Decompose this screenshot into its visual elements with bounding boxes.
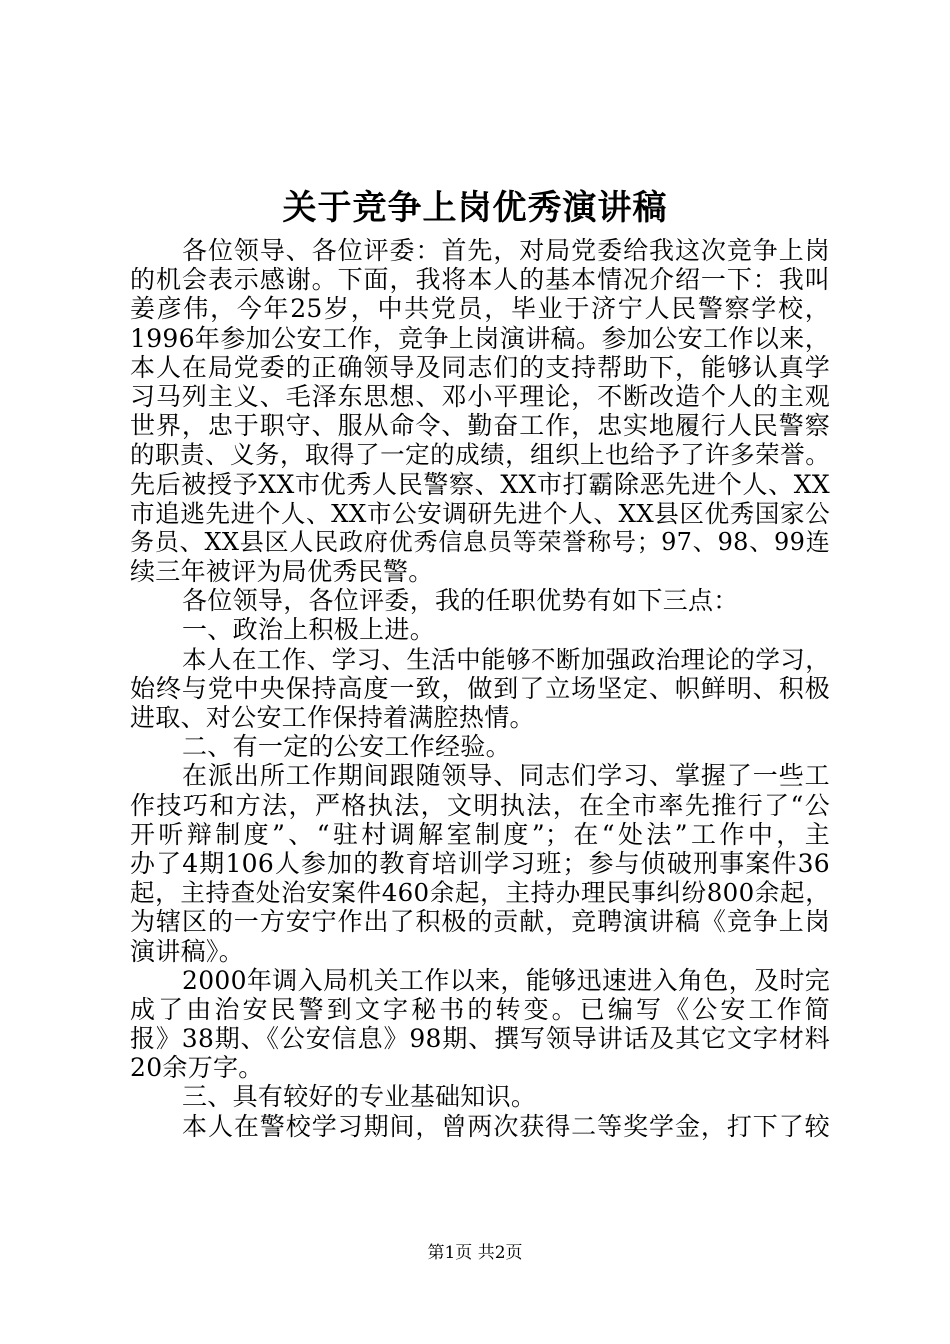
text-line: 各位领导、各位评委：首先，对局党委给我这次竞争上岗 — [182, 236, 830, 265]
text-line: 本人在警校学习期间，曾两次获得二等奖学金，打下了较 — [182, 1111, 830, 1141]
text-line: 在派出所工作期间跟随领导、同志们学习、掌握了一些工 — [182, 761, 830, 791]
text-line: 进取、对公安工作保持着满腔热情。 — [130, 703, 535, 732]
text-line: 演讲稿》。 — [130, 936, 245, 966]
text-line: 世界，忠于职守、服从命令、勤奋工作，忠实地履行人民警察 — [130, 411, 830, 441]
text-line: 20余万字。 — [130, 1053, 264, 1083]
document-body — [130, 236, 830, 1141]
text-line: 报》38期、《公安信息》98期、撰写领导讲话及其它文字材料 — [130, 1024, 830, 1054]
text-line: 始终与党中央保持高度一致，做到了立场坚定、帜鲜明、积极 — [130, 673, 830, 703]
text-line: 二、有一定的公安工作经验。 — [182, 732, 511, 762]
text-line: 先后被授予XX市优秀人民警察、XX市打霸除恶先进个人、XX — [130, 469, 830, 499]
text-line: 成了由治安民警到文字秘书的转变。已编写《公安工作简 — [130, 994, 830, 1024]
text-line: 续三年被评为局优秀民警。 — [130, 557, 434, 587]
text-line: 习马列主义、毛泽东思想、邓小平理论，不断改造个人的主观 — [130, 381, 830, 411]
document-title: 关于竞争上岗优秀演讲稿 — [282, 188, 668, 228]
text-line: 为辖区的一方安宁作出了积极的贡献，竞聘演讲稿《竞争上岗 — [130, 907, 830, 937]
text-line: 的机会表示感谢。下面，我将本人的基本情况介绍一下：我叫 — [130, 265, 830, 295]
text-line: 各位领导，各位评委，我的任职优势有如下三点： — [182, 586, 739, 616]
text-line: 起，主持查处治安案件460余起，主持办理民事纠纷800余起， — [130, 878, 830, 908]
page-footer: 第1页 共2页 — [427, 1243, 523, 1263]
text-line: 1996年参加公安工作，竞争上岗演讲稿。参加公安工作以来， — [130, 323, 830, 353]
text-line: 三、具有较好的专业基础知识。 — [182, 1082, 537, 1112]
text-line: 办了4期106人参加的教育培训学习班；参与侦破刑事案件36 — [130, 848, 830, 878]
text-line: 本人在局党委的正确领导及同志们的支持帮助下，能够认真学 — [130, 352, 830, 382]
text-line: 开听辩制度”、“驻村调解室制度”；在“处法”工作中，主 — [130, 819, 830, 849]
text-line: 作技巧和方法，严格执法，文明执法，在全市率先推行了“公 — [130, 790, 830, 820]
text-line: 姜彦伟，今年25岁，中共党员，毕业于济宁人民警察学校， — [130, 294, 830, 324]
text-line: 务员、XX县区人民政府优秀信息员等荣誉称号；97、98、99连 — [130, 527, 830, 556]
text-line: 本人在工作、学习、生活中能够不断加强政治理论的学习， — [182, 644, 830, 674]
text-line: 的职责、义务，取得了一定的成绩，组织上也给予了许多荣誉。 — [130, 440, 830, 470]
text-line: 2000年调入局机关工作以来，能够迅速进入角色，及时完 — [182, 965, 830, 995]
text-line: 市追逃先进个人、XX市公安调研先进个人、XX县区优秀国家公 — [130, 498, 830, 528]
text-line: 一、政治上积极上进。 — [182, 615, 436, 645]
